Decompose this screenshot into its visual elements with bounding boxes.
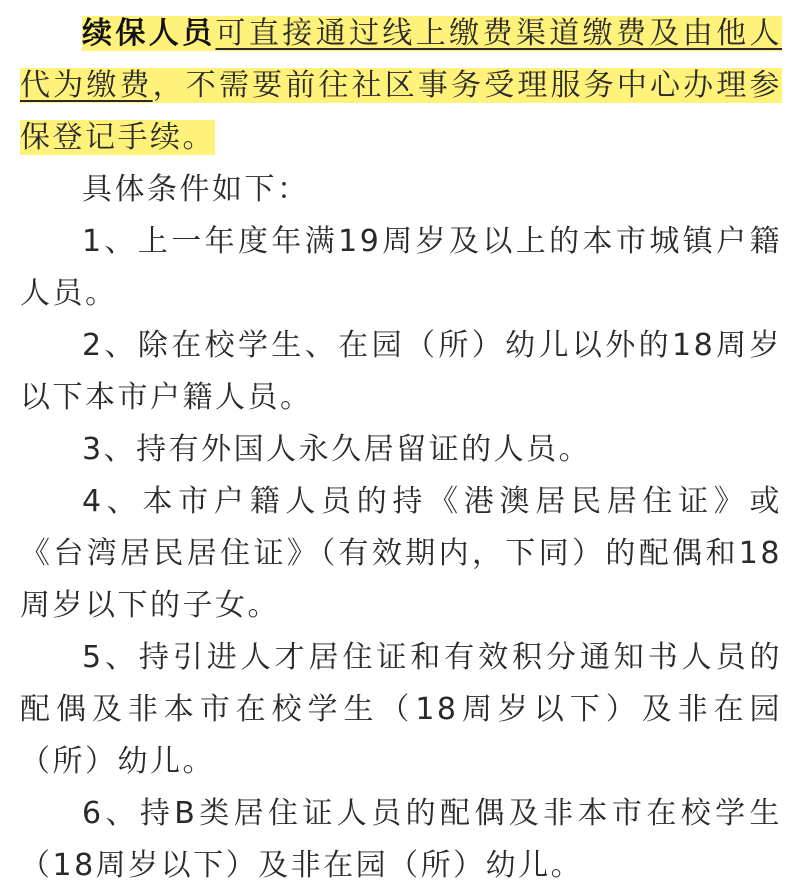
condition-item-4: 4、本市户籍人员的持《港澳居民居住证》或《台湾居民居住证》（有效期内，下同）的配偶和18周岁以下的子女。 <box>20 484 782 623</box>
condition-item-2: 2、除在校学生、在园（所）幼儿以外的18周岁以下本市户籍人员。 <box>20 328 782 415</box>
intro-paragraph <box>20 8 782 164</box>
intro-underlined-text: 可直接通过线上缴费渠道缴费及由他人代为缴费 <box>20 16 782 103</box>
conditions-heading: 具体条件如下： <box>82 172 310 207</box>
intro-rest-text: ，不需要前往社区事务受理服务中心办理参保登记手续。 <box>20 68 783 155</box>
highlighted-text <box>20 16 782 155</box>
condition-item-1: 1、上一年度年满19周岁及以上的本市城镇户籍人员。 <box>20 224 782 311</box>
condition-item-3: 3、持有外国人永久居留证的人员。 <box>82 432 592 467</box>
condition-item-5: 5、持引进人才居住证和有效积分通知书人员的配偶及非本市在校学生（18周岁以下）及非在园（所）幼儿。 <box>20 640 782 779</box>
document-body <box>20 8 782 892</box>
condition-item-6: 6、持B类居住证人员的配偶及非本市在校学生（18周岁以下）及非在园（所）幼儿。 <box>20 796 782 883</box>
intro-bold-lead: 续保人员 <box>82 16 216 51</box>
